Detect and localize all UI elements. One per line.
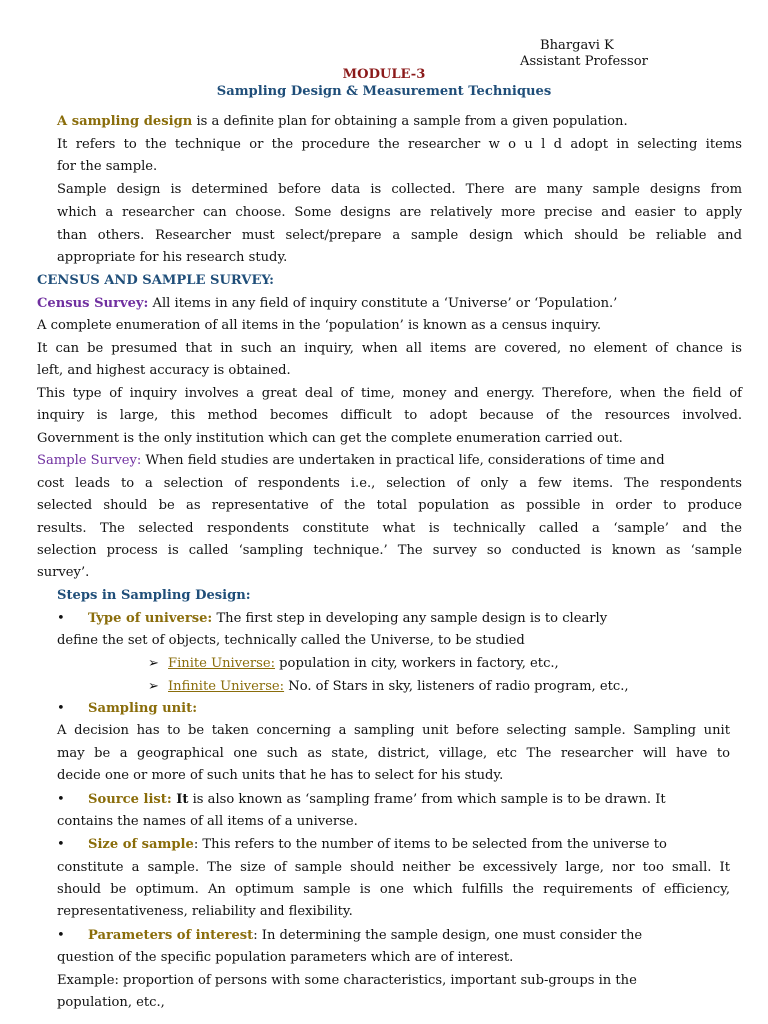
unit-heading	[0, 700, 768, 718]
infinite-universe-item: ➢ Infinite Universe: No. of Stars in sky, listeners of radio program, etc.,	[148, 679, 629, 694]
census-line-3: It can be presumed that in such an inquiry, when all items are covered, no element of chance is	[37, 341, 742, 356]
bullet-icon: •	[57, 701, 65, 716]
params-line-3: Example: proportion of persons with some characteristics, important sub-groups in the	[57, 973, 637, 988]
bullet-icon: •	[57, 837, 65, 852]
arrow-bullet-icon: ➢	[148, 656, 159, 671]
bullet-icon: •	[57, 611, 65, 626]
unit-line-2: may be a geographical one such as state, district, village, etc The researcher will have to	[57, 746, 730, 761]
params-line-4: population, etc.,	[57, 995, 165, 1010]
parameters-of-interest-term: Parameters of interest	[88, 928, 254, 943]
page-title: Sampling Design & Measurement Techniques	[216, 84, 552, 99]
sample-line-2: cost leads to a selection of respondents i.e., selection of only a few items. The respondents	[37, 476, 742, 491]
intro-line-4: Sample design is determined before data is collected. There are many sample designs from	[57, 182, 742, 197]
module-label: MODULE-3	[342, 67, 426, 82]
size-line-1: • Size of sample: This refers to the number of items to be selected from the universe to	[57, 837, 667, 852]
universe-line-1: • Type of universe: The first step in developing any sample design is to clearly	[57, 611, 608, 626]
infinite-universe-term: Infinite Universe:	[168, 679, 285, 694]
arrow-bullet-icon: ➢	[148, 679, 159, 694]
steps-heading: Steps in Sampling Design:	[57, 588, 251, 603]
census-survey-term: Census Survey:	[37, 296, 149, 311]
intro-line-6: than others. Researcher must select/prepare a sample design which should be reliable and	[57, 228, 742, 243]
intro-line-5: which a researcher can choose. Some designs are relatively more precise and easier to apply	[57, 205, 742, 220]
intro-line-1: A sampling design is a definite plan for obtaining a sample from a given population.	[57, 114, 628, 129]
sampling-unit-term: Sampling unit:	[88, 701, 198, 716]
finite-universe-item: ➢ Finite Universe: population in city, workers in factory, etc.,	[148, 656, 559, 671]
size-of-sample-term: Size of sample	[88, 837, 194, 852]
sampling-design-term: A sampling design	[57, 114, 193, 129]
unit-line-3: decide one or more of such units that he has to select for his study.	[57, 768, 504, 783]
finite-universe-term: Finite Universe:	[168, 656, 276, 671]
sample-line-3: selected should be as representative of the total population as possible in order to produce	[37, 498, 742, 513]
source-line-1: • Source list: It is also known as ‘sampling frame’ from which sample is to be drawn. It	[57, 792, 666, 807]
intro-line-7: appropriate for his research study.	[57, 250, 288, 265]
sample-line-1: Sample Survey: When field studies are undertaken in practical life, considerations of time and	[37, 453, 665, 468]
params-line-1: • Parameters of interest: In determining the sample design, one must consider the	[57, 928, 643, 943]
census-line-4: left, and highest accuracy is obtained.	[37, 363, 291, 378]
bullet-icon: •	[57, 928, 65, 943]
sample-line-4: results. The selected respondents constitute what is technically called a ‘sample’ and the	[37, 521, 742, 536]
unit-line-1: A decision has to be taken concerning a sampling unit before selecting sample. Sampling unit	[57, 723, 730, 738]
sample-line-5: selection process is called ‘sampling technique.’ The survey so conducted is known as ‘sample	[37, 543, 742, 558]
census-heading: CENSUS AND SAMPLE SURVEY:	[37, 273, 274, 288]
size-line-4: representativeness, reliability and flexibility.	[57, 904, 353, 919]
census-line-1: Census Survey: All items in any field of inquiry constitute a ‘Universe’ or ‘Population.’	[37, 296, 618, 311]
intro-line-3: for the sample.	[57, 159, 158, 174]
bullet-icon: •	[57, 792, 65, 807]
author-name: Bhargavi K	[540, 38, 614, 53]
intro-line-2: It refers to the technique or the procedure the researcher w o u l d adopt in selecting items	[57, 137, 742, 152]
universe-term: Type of universe:	[88, 611, 213, 626]
census-line-7: Government is the only institution which can get the complete enumeration carried out.	[37, 431, 623, 446]
author-role: Assistant Professor	[520, 54, 648, 69]
source-line-2: contains the names of all items of a universe.	[57, 814, 358, 829]
census-line-6: inquiry is large, this method becomes difficult to adopt because of the resources involved.	[37, 408, 742, 423]
census-line-2: A complete enumeration of all items in the ‘population’ is known as a census inquiry.	[37, 318, 601, 333]
size-line-2: constitute a sample. The size of sample should neither be excessively large, nor too small. It	[57, 860, 730, 875]
universe-line-2: define the set of objects, technically called the Universe, to be studied	[57, 633, 525, 648]
source-list-term: Source list:	[88, 792, 172, 807]
params-line-2: question of the specific population parameters which are of interest.	[57, 950, 514, 965]
census-line-5: This type of inquiry involves a great deal of time, money and energy. Therefore, when the field of	[37, 386, 742, 401]
size-line-3: should be optimum. An optimum sample is one which fulfills the requirements of efficiency,	[57, 882, 730, 897]
sample-survey-term: Sample Survey:	[37, 453, 142, 468]
sample-line-6: survey’.	[37, 565, 90, 580]
